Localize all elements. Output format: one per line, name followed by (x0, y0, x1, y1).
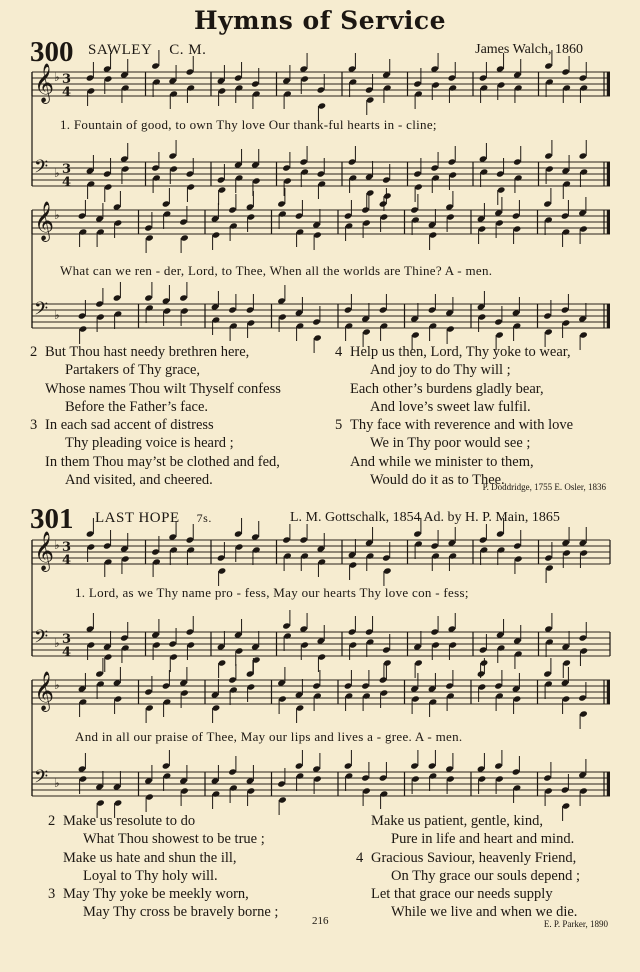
flat-icon: ♭ (54, 678, 60, 692)
stanza-line: We in Thy poor would see ; (370, 435, 531, 452)
bass-clef-icon: 𝄢 (34, 157, 49, 182)
section-title: Hymns of Service (194, 6, 446, 35)
stanza-number: 2 (30, 344, 38, 360)
stanza-number: 2 (48, 813, 56, 829)
stanza-line: And while we minister to them, (350, 453, 534, 470)
tune-meter: C. M. (169, 42, 207, 58)
stanzas-left (30, 343, 281, 489)
stanza-line: Partakers of Thy grace, (65, 362, 201, 379)
tune-meter: 7s. (196, 511, 212, 525)
lyrics-line: What can we ren - der, Lord, to Thee, When all the worlds are Thine? A - men. (60, 263, 493, 278)
bass-clef-icon: 𝄢 (34, 767, 49, 792)
flat-icon: ♭ (54, 208, 60, 222)
treble-clef-icon: 𝄞 (34, 63, 55, 103)
lyrics-line: 1. Fountain of good, to own Thy love Our thank-ful hearts in - cline; (60, 117, 437, 132)
stanza-line: Whose names Thou wilt Thyself confess (45, 380, 281, 397)
stanza-line: Make us patient, gentle, kind, (371, 813, 543, 829)
time-signature: 3 (62, 540, 72, 555)
tune-title: SAWLEY (88, 42, 153, 58)
stanza-line: On Thy grace our souls depend ; (391, 867, 580, 884)
lyrics-line: 1. Lord, as we Thy name pro - fess, May our hearts Thy love con - fess; (75, 585, 469, 600)
hymn-number: 301 (30, 503, 74, 535)
stanza-line: Let that grace our needs supply (371, 886, 553, 903)
time-signature: 4 (62, 85, 72, 100)
lyrics-line: And in all our praise of Thee, May our lips and lives a - gree. A - men. (75, 729, 463, 744)
stanza-number: 3 (30, 417, 38, 434)
stanza-number: 5 (335, 417, 343, 434)
stanza-line: 3 In each sad accent of distress (30, 417, 214, 434)
stanza-line: And visited, and cheered. (65, 472, 213, 489)
flat-icon: ♭ (54, 636, 60, 650)
time-signature: 4 (62, 553, 72, 568)
stanza-number: 4 (335, 344, 343, 360)
flat-icon: ♭ (54, 776, 60, 790)
treble-clef-icon: 𝄞 (34, 201, 55, 241)
author-credit: E. P. Parker, 1890 (543, 919, 608, 929)
hymn-number: 300 (30, 36, 74, 68)
tune-name (95, 510, 212, 527)
treble-clef-icon: 𝄞 (34, 531, 55, 571)
flat-icon: ♭ (54, 166, 60, 180)
stanza-line: In them Thou may’st be clothed and fed, (45, 453, 280, 470)
tune-title: LAST HOPE (95, 510, 180, 526)
bass-clef-icon: 𝄢 (34, 627, 49, 652)
flat-icon: ♭ (54, 538, 60, 552)
page-number: 216 (312, 915, 329, 927)
time-signature: 3 (62, 72, 72, 87)
flat-icon: ♭ (54, 70, 60, 84)
time-signature: 4 (62, 645, 72, 660)
stanza-line: What Thou showest to be true ; (83, 831, 265, 848)
stanza-line: Loyal to Thy holy will. (83, 867, 218, 884)
treble-clef-icon: 𝄞 (34, 671, 55, 711)
composer-credit: L. M. Gottschalk, 1854 Ad. by H. P. Main, 1865 (290, 510, 560, 525)
stanza-line: Make us hate and shun the ill, (63, 849, 237, 866)
stanza-line: 3 May Thy yoke be meekly worn, (48, 886, 249, 903)
stanzas-right (335, 343, 573, 489)
stanza-line: 2 But Thou hast needy brethren here, (30, 344, 250, 360)
stanza-line: 4 Gracious Saviour, heavenly Friend, (356, 849, 577, 866)
stanza-line: And joy to do Thy will ; (370, 362, 511, 379)
composer-credit: James Walch, 1860 (475, 42, 583, 57)
tune-name (88, 42, 206, 59)
stanza-line: Thy pleading voice is heard ; (65, 435, 234, 452)
stanza-number: 3 (48, 886, 56, 903)
stanzas-left (48, 812, 278, 922)
stanza-line: May Thy cross be bravely borne ; (83, 904, 279, 921)
stanza-line: And love’s sweet law fulfil. (370, 398, 531, 415)
stanza-line: Before the Father’s face. (65, 398, 209, 415)
stanza-line: Pure in life and heart and mind. (391, 831, 575, 848)
stanza-line: 2 Make us resolute to do (48, 813, 196, 829)
time-signature: 3 (62, 632, 72, 647)
time-signature: 3 (62, 162, 72, 177)
stanza-line: 4 Help us then, Lord, Thy yoke to wear, (335, 344, 571, 360)
stanza-line: While we live and when we die. (391, 904, 578, 921)
stanza-number: 4 (356, 849, 364, 866)
stanza-line: Would do it as to Thee. (370, 472, 505, 489)
stanza-line: Each other’s burdens gladly bear, (350, 380, 544, 397)
flat-icon: ♭ (54, 308, 60, 322)
stanza-line: 5 Thy face with reverence and with love (335, 417, 574, 434)
time-signature: 4 (62, 175, 72, 190)
author-credit: P. Doddridge, 1755 E. Osler, 1836 (482, 482, 606, 492)
stanzas-right (356, 812, 580, 922)
bass-clef-icon: 𝄢 (34, 299, 49, 324)
